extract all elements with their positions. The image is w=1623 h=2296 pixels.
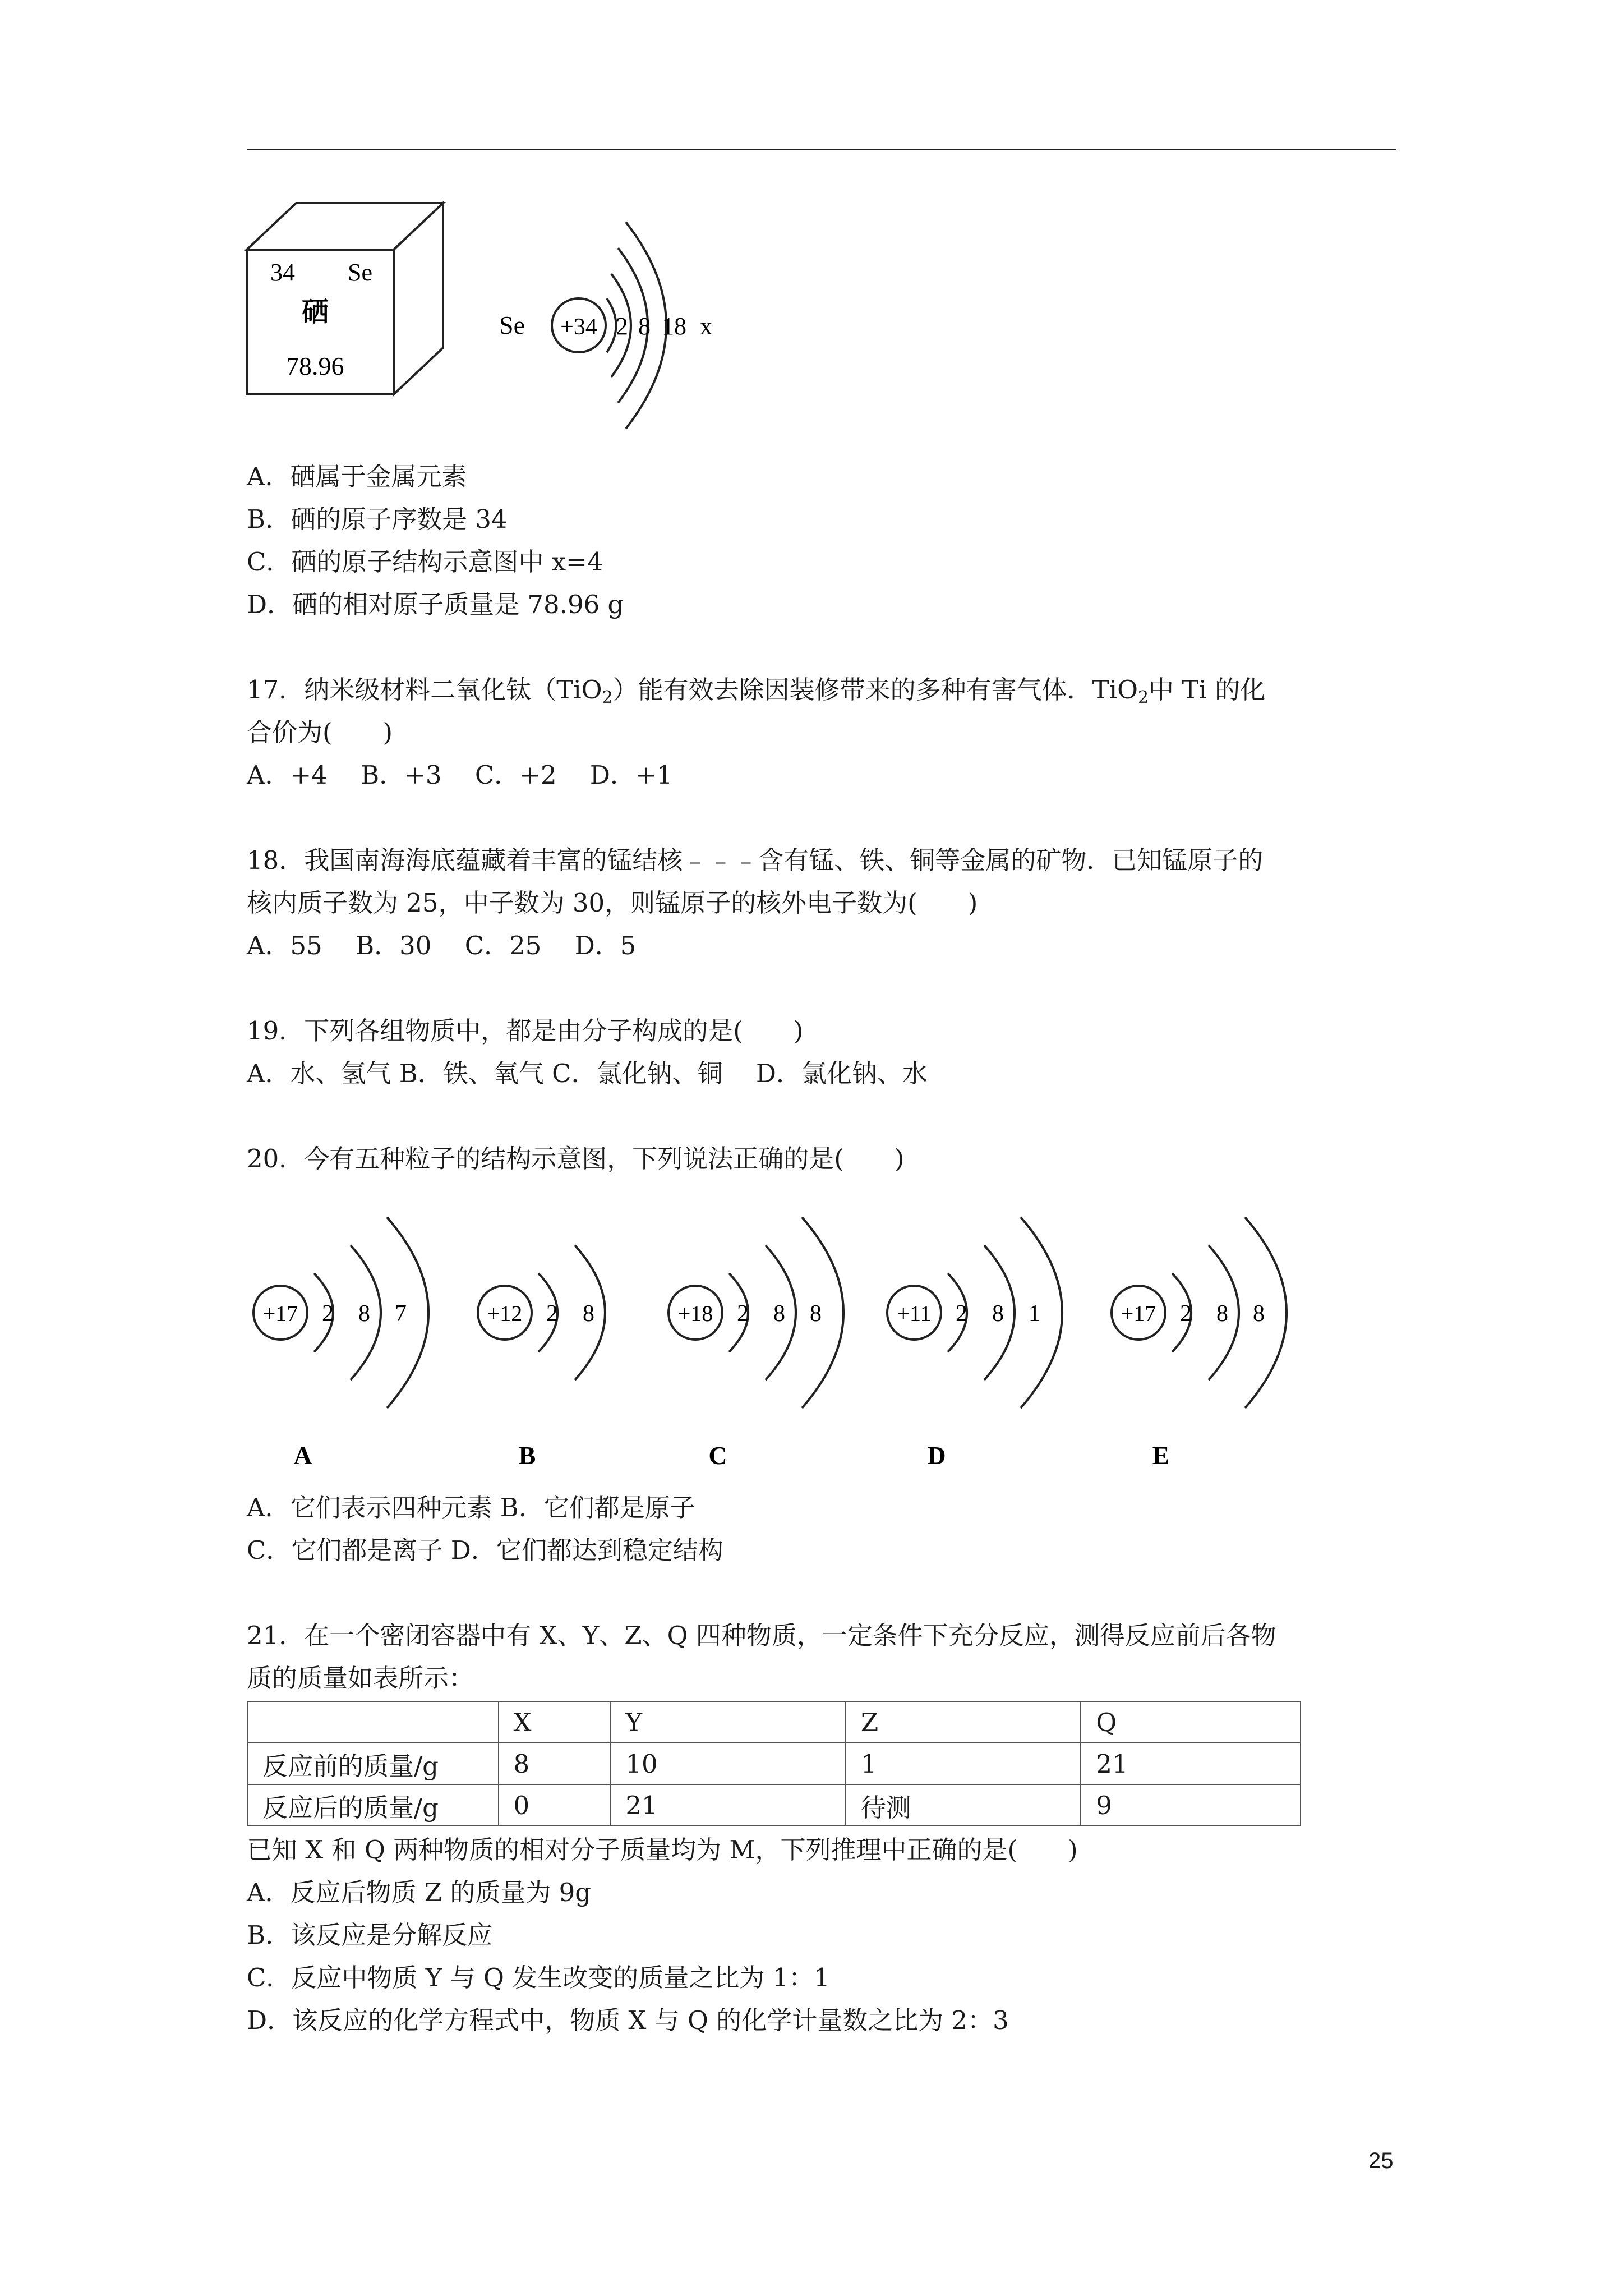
table-cell: 反应后的质量/g xyxy=(247,1784,499,1826)
q20-options-line1: A．它们表示四种元素 B．它们都是原子 xyxy=(247,1493,695,1522)
tile-symbol: Se xyxy=(348,259,372,286)
table-cell: 0 xyxy=(499,1784,611,1826)
table-cell: 1 xyxy=(846,1743,1081,1784)
table-header-cell: X xyxy=(499,1701,611,1743)
particle-shell-electrons: 8 xyxy=(810,1301,822,1327)
q17-text-c: 中 Ti 的化 xyxy=(1149,675,1266,705)
particle-shell-electrons: 2 xyxy=(956,1301,967,1327)
atom-shell-3: 18 xyxy=(662,312,686,340)
atom-symbol: Se xyxy=(499,311,525,339)
atom-shell-2: 8 xyxy=(638,312,651,340)
particle-nucleus-charge: +18 xyxy=(677,1301,713,1326)
tile-element-name: 硒 xyxy=(302,296,329,328)
table-row xyxy=(247,1743,1301,1784)
page-number: 25 xyxy=(1368,2148,1394,2173)
particle-nucleus-charge: +11 xyxy=(897,1301,932,1326)
particle-structure-diagrams xyxy=(241,1200,1335,1481)
q17-stem-line2: 合价为( ) xyxy=(247,717,393,747)
selenium-element-tile xyxy=(241,196,454,404)
header-rule xyxy=(247,149,1396,150)
particle-shell-electrons: 8 xyxy=(1216,1301,1228,1327)
tile-atomic-number: 34 xyxy=(270,259,295,286)
table-header-row xyxy=(247,1701,1301,1743)
q21-option-a: A．反应后物质 Z 的质量为 9g xyxy=(247,1878,592,1907)
q21-stem-line1: 21．在一个密闭容器中有 X、Y、Z、Q 四种物质，一定条件下充分反应，测得反应前后各物 xyxy=(247,1621,1276,1650)
q19-options: A．水、氢气 B．铁、氧气 C．氯化钠、铜 D．氯化钠、水 xyxy=(247,1059,928,1088)
particle-shell-electrons: 8 xyxy=(358,1301,370,1327)
particle-nucleus-charge: +17 xyxy=(1121,1301,1156,1326)
q21-option-d: D．该反应的化学方程式中，物质 X 与 Q 的化学计量数之比为 2：3 xyxy=(247,2005,1009,2035)
particle-shell-electrons: 2 xyxy=(322,1301,334,1327)
table-header-cell: Q xyxy=(1081,1701,1301,1743)
q17-text-a: 17．纳米级材料二氧化钛（TiO xyxy=(247,675,602,705)
q17-text-b: ）能有效去除因装修带来的多种有害气体．TiO xyxy=(612,675,1138,705)
q16-option-a: A．硒属于金属元素 xyxy=(247,462,467,491)
particle-label: B xyxy=(518,1441,536,1470)
table-cell: 8 xyxy=(499,1743,611,1784)
q20-options-line2: C．它们都是离子 D．它们都达到稳定结构 xyxy=(247,1535,723,1565)
q21-stem-line3: 已知 X 和 Q 两种物质的相对分子质量均为 M，下列推理中正确的是( ) xyxy=(247,1835,1078,1865)
table-cell: 9 xyxy=(1081,1784,1301,1826)
particle-nucleus-charge: +12 xyxy=(487,1301,523,1326)
particle-label: A xyxy=(293,1441,312,1470)
particle-label: D xyxy=(927,1441,946,1470)
q16-option-d: D．硒的相对原子质量是 78.96 g xyxy=(247,590,624,619)
q17-stem-line1 xyxy=(247,669,1265,719)
table-header-cell: Y xyxy=(610,1701,846,1743)
q17-sub-2: 2 xyxy=(1137,688,1149,707)
atom-shell-4: x xyxy=(700,312,712,340)
table-cell: 21 xyxy=(610,1784,846,1826)
particle-B xyxy=(478,1245,605,1470)
q17-options: A．+4 B．+3 C．+2 D．+1 xyxy=(247,760,673,790)
atom-nucleus-charge: +34 xyxy=(560,314,597,340)
q18-options: A．55 B．30 C．25 D．5 xyxy=(247,931,637,960)
particle-shell-electrons: 2 xyxy=(1180,1301,1192,1327)
table-cell: 10 xyxy=(610,1743,846,1784)
atom-shell-1: 2 xyxy=(616,312,628,340)
particle-shell-electrons: 2 xyxy=(737,1301,749,1327)
q16-option-b: B．硒的原子序数是 34 xyxy=(247,504,508,534)
particle-shell-electrons: 2 xyxy=(546,1301,558,1327)
q16-option-c: C．硒的原子结构示意图中 x=4 xyxy=(247,547,603,577)
table-cell: 待测 xyxy=(846,1784,1081,1826)
q21-stem-line2: 质的质量如表所示： xyxy=(247,1663,474,1693)
particle-shell-electrons: 8 xyxy=(583,1301,594,1327)
particle-shell-arc xyxy=(1021,1217,1062,1408)
q21-option-c: C．反应中物质 Y 与 Q 发生改变的质量之比为 1：1 xyxy=(247,1963,830,1993)
selenium-atom-diagram xyxy=(488,202,735,454)
tile-atomic-mass: 78.96 xyxy=(286,352,344,380)
table-header-cell: Z xyxy=(846,1701,1081,1743)
q18-stem-line2: 核内质子数为 25，中子数为 30，则锰原子的核外电子数为( ) xyxy=(247,888,978,918)
particle-shell-electrons: 8 xyxy=(1253,1301,1265,1327)
particle-A xyxy=(253,1217,428,1470)
particle-shell-electrons: 8 xyxy=(773,1301,785,1327)
q18-stem-line1: 18．我国南海海底蕴藏着丰富的锰结核﹣﹣﹣含有锰、铁、铜等金属的矿物．已知锰原子的 xyxy=(247,845,1264,875)
particle-shell-arc xyxy=(387,1217,428,1408)
q21-option-b: B．该反应是分解反应 xyxy=(247,1920,493,1950)
table-cell: 21 xyxy=(1081,1743,1301,1784)
q17-sub-1: 2 xyxy=(602,688,613,707)
particle-C xyxy=(668,1217,843,1470)
q20-stem: 20．今有五种粒子的结构示意图，下列说法正确的是( ) xyxy=(247,1144,905,1174)
table-row xyxy=(247,1784,1301,1826)
mass-table xyxy=(247,1701,1301,1826)
particle-label: E xyxy=(1152,1441,1170,1470)
particle-shell-arc xyxy=(802,1217,843,1408)
particle-nucleus-charge: +17 xyxy=(262,1301,298,1326)
q19-stem: 19．下列各组物质中，都是由分子构成的是( ) xyxy=(247,1016,804,1046)
particle-shell-electrons: 8 xyxy=(992,1301,1004,1327)
table-cell: 反应前的质量/g xyxy=(247,1743,499,1784)
particle-shell-electrons: 7 xyxy=(395,1301,407,1327)
table-header-cell xyxy=(247,1701,499,1743)
particle-label: C xyxy=(708,1441,727,1470)
particle-shell-electrons: 1 xyxy=(1029,1301,1040,1327)
particle-shell-arc xyxy=(1245,1217,1287,1408)
particle-E xyxy=(1112,1217,1287,1470)
particle-D xyxy=(887,1217,1062,1470)
